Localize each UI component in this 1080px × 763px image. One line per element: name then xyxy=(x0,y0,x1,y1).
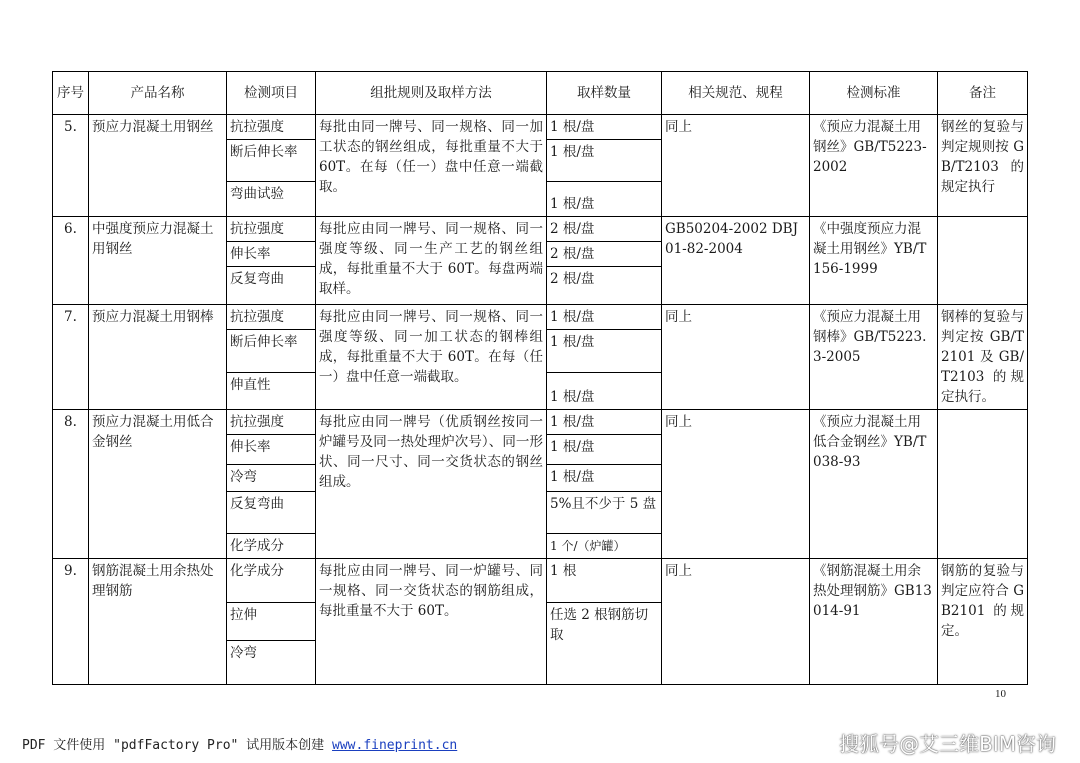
row-number: 5. xyxy=(53,115,89,217)
test-item: 冷弯 xyxy=(227,641,316,685)
watermark: 搜狐号@艾三维BIM咨询 xyxy=(839,732,1056,756)
sample-qty: 1 根/盘 xyxy=(547,410,662,435)
header-cell: 产品名称 xyxy=(89,72,227,115)
product-name: 预应力混凝土用钢棒 xyxy=(89,305,227,410)
test-item: 抗拉强度 xyxy=(227,115,316,140)
sample-qty: 1 根/盘 xyxy=(547,305,662,330)
related-spec: 同上 xyxy=(662,305,810,410)
fineprint-link[interactable]: www.fineprint.cn xyxy=(332,738,458,753)
product-name: 预应力混凝土用低合金钢丝 xyxy=(89,410,227,559)
header-cell: 组批规则及取样方法 xyxy=(316,72,547,115)
test-standard: 《钢筋混凝土用余热处理钢筋》GB13014-91 xyxy=(810,559,938,685)
test-standard: 《预应力混凝土用钢棒》GB/T5223.3-2005 xyxy=(810,305,938,410)
sample-qty: 1 根/盘 xyxy=(547,435,662,465)
sample-qty: 1 根/盘 xyxy=(547,373,662,410)
product-name: 钢筋混凝土用余热处理钢筋 xyxy=(89,559,227,685)
test-item: 抗拉强度 xyxy=(227,217,316,242)
test-standard: 《中强度预应力混凝土用钢丝》YB/T156-1999 xyxy=(810,217,938,305)
inspection-table xyxy=(52,71,1028,685)
row-number: 8. xyxy=(53,410,89,559)
test-item: 断后伸长率 xyxy=(227,140,316,182)
header-cell: 检测标准 xyxy=(810,72,938,115)
batch-rule: 每批应由同一牌号、同一规格、同一强度等级、同一加工状态的钢棒组成，每批重量不大于 60T。在每（任一）盘中任意一端截取。 xyxy=(316,305,547,410)
sample-qty: 2 根/盘 xyxy=(547,217,662,242)
batch-rule: 每批应由同一牌号、同一规格、同一强度等级、同一生产工艺的钢丝组成，每批重量不大于 60T。每盘两端取样。 xyxy=(316,217,547,305)
sample-qty: 1 根/盘 xyxy=(547,140,662,182)
sample-qty: 2 根/盘 xyxy=(547,242,662,267)
table-row xyxy=(53,305,1028,330)
test-standard: 《预应力混凝土用低合金钢丝》YB/T038-93 xyxy=(810,410,938,559)
table-header-row xyxy=(53,72,1028,115)
header-cell: 取样数量 xyxy=(547,72,662,115)
test-item: 反复弯曲 xyxy=(227,492,316,534)
test-item: 冷弯 xyxy=(227,465,316,492)
related-spec: GB50204-2002 DBJ01-82-2004 xyxy=(662,217,810,305)
related-spec: 同上 xyxy=(662,115,810,217)
remark xyxy=(938,410,1028,559)
test-item: 拉伸 xyxy=(227,603,316,641)
sample-qty: 1 个/（炉罐） xyxy=(547,534,662,559)
sample-qty: 1 根 xyxy=(547,559,662,603)
remark xyxy=(938,217,1028,305)
test-item: 弯曲试验 xyxy=(227,182,316,217)
table-row xyxy=(53,217,1028,242)
remark: 钢丝的复验与判定规则按 GB/T2103 的规定执行 xyxy=(938,115,1028,217)
header-cell: 检测项目 xyxy=(227,72,316,115)
sample-qty: 1 根/盘 xyxy=(547,115,662,140)
remark: 钢棒的复验与判定按 GB/T2101 及 GB/T2103 的规定执行。 xyxy=(938,305,1028,410)
table-row xyxy=(53,559,1028,603)
test-item: 伸长率 xyxy=(227,242,316,267)
header-cell: 备注 xyxy=(938,72,1028,115)
batch-rule: 每批由同一牌号、同一规格、同一加工状态的钢丝组成，每批重量不大于 60T。在每（任一）盘中任意一端截取。 xyxy=(316,115,547,217)
related-spec: 同上 xyxy=(662,410,810,559)
sample-qty: 任选 2 根钢筋切取 xyxy=(547,603,662,685)
row-number: 7. xyxy=(53,305,89,410)
sample-qty: 2 根/盘 xyxy=(547,267,662,305)
test-item: 抗拉强度 xyxy=(227,305,316,330)
test-item: 化学成分 xyxy=(227,534,316,559)
table-row xyxy=(53,115,1028,140)
product-name: 预应力混凝土用钢丝 xyxy=(89,115,227,217)
row-number: 9. xyxy=(53,559,89,685)
sample-qty: 1 根/盘 xyxy=(547,465,662,492)
test-item: 伸长率 xyxy=(227,435,316,465)
test-item: 断后伸长率 xyxy=(227,330,316,373)
batch-rule: 每批应由同一牌号、同一炉罐号、同一规格、同一交货状态的钢筋组成，每批重量不大于 60T。 xyxy=(316,559,547,685)
test-standard: 《预应力混凝土用钢丝》GB/T5223-2002 xyxy=(810,115,938,217)
remark: 钢筋的复验与判定应符合 GB2101 的规定。 xyxy=(938,559,1028,685)
product-name: 中强度预应力混凝土用钢丝 xyxy=(89,217,227,305)
header-cell: 相关规范、规程 xyxy=(662,72,810,115)
sample-qty: 1 根/盘 xyxy=(547,182,662,217)
sample-qty: 5%且不少于 5 盘 xyxy=(547,492,662,534)
table-row xyxy=(53,410,1028,435)
test-item: 伸直性 xyxy=(227,373,316,410)
test-item: 化学成分 xyxy=(227,559,316,603)
pdf-footer xyxy=(22,734,457,753)
batch-rule: 每批应由同一牌号（优质钢丝按同一炉罐号及同一热处理炉次号）、同一形状、同一尺寸、同一交货状态的钢丝组成。 xyxy=(316,410,547,559)
related-spec: 同上 xyxy=(662,559,810,685)
sample-qty: 1 根/盘 xyxy=(547,330,662,373)
footer-text: PDF 文件使用 "pdfFactory Pro" 试用版本创建 xyxy=(22,738,333,753)
test-item: 反复弯曲 xyxy=(227,267,316,305)
row-number: 6. xyxy=(53,217,89,305)
test-item: 抗拉强度 xyxy=(227,410,316,435)
header-cell: 序号 xyxy=(53,72,89,115)
page-number: 10 xyxy=(995,688,1006,700)
